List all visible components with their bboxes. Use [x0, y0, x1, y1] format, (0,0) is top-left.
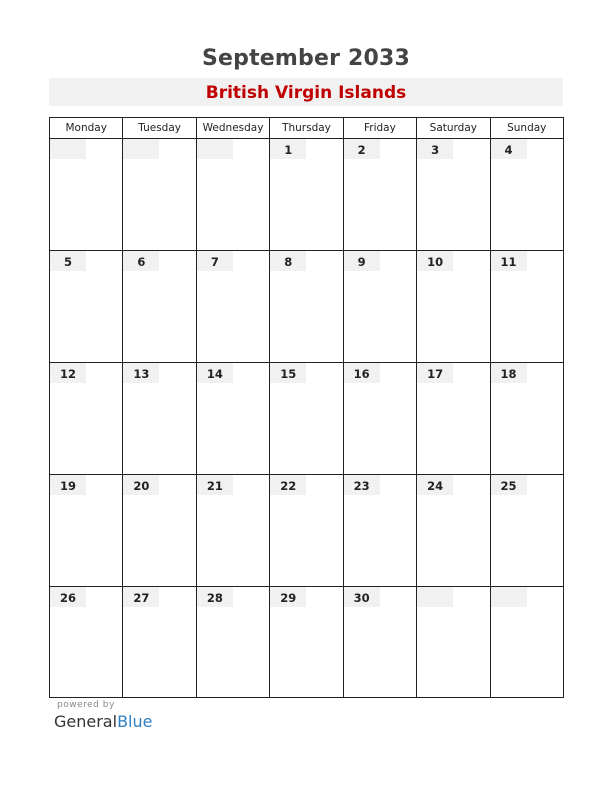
week-row-1	[50, 139, 563, 251]
day-cell	[197, 251, 270, 362]
day-number: 14	[197, 363, 233, 383]
day-number	[417, 587, 453, 607]
weekday-wednesday: Wednesday	[197, 118, 270, 138]
day-number: 5	[50, 251, 86, 271]
week-row-5	[50, 587, 563, 697]
day-cell	[197, 139, 270, 250]
day-cell	[491, 139, 563, 250]
country-subtitle: British Virgin Islands	[49, 78, 563, 106]
logo-word-blue: Blue	[117, 712, 153, 731]
day-number: 10	[417, 251, 453, 271]
day-cell	[344, 251, 417, 362]
day-number: 25	[491, 475, 527, 495]
day-number: 21	[197, 475, 233, 495]
weekday-tuesday: Tuesday	[123, 118, 196, 138]
day-cell	[50, 363, 123, 474]
day-number	[123, 139, 159, 159]
day-cell	[50, 139, 123, 250]
day-number: 17	[417, 363, 453, 383]
day-cell	[417, 475, 490, 586]
day-number: 30	[344, 587, 380, 607]
day-cell	[344, 363, 417, 474]
day-cell	[270, 251, 343, 362]
day-cell	[123, 139, 196, 250]
day-number: 11	[491, 251, 527, 271]
day-cell	[197, 587, 270, 697]
day-cell	[417, 139, 490, 250]
day-number: 6	[123, 251, 159, 271]
day-cell	[270, 475, 343, 586]
weekday-header-row	[50, 118, 563, 139]
generalblue-logo[interactable]	[54, 712, 152, 731]
day-number: 15	[270, 363, 306, 383]
day-cell	[491, 475, 563, 586]
day-number: 29	[270, 587, 306, 607]
day-cell	[491, 363, 563, 474]
day-number: 22	[270, 475, 306, 495]
weekday-thursday: Thursday	[270, 118, 343, 138]
day-cell	[417, 251, 490, 362]
day-cell	[344, 139, 417, 250]
day-number: 4	[491, 139, 527, 159]
day-cell	[197, 363, 270, 474]
day-cell	[50, 587, 123, 697]
day-cell	[417, 587, 490, 697]
day-number: 20	[123, 475, 159, 495]
weekday-friday: Friday	[344, 118, 417, 138]
day-number	[50, 139, 86, 159]
week-row-2	[50, 251, 563, 363]
day-cell	[123, 475, 196, 586]
week-row-4	[50, 475, 563, 587]
day-cell	[344, 475, 417, 586]
day-cell	[123, 251, 196, 362]
day-cell	[197, 475, 270, 586]
weekday-saturday: Saturday	[417, 118, 490, 138]
day-number: 27	[123, 587, 159, 607]
day-number	[197, 139, 233, 159]
day-cell	[417, 363, 490, 474]
calendar-grid	[49, 117, 564, 698]
day-number: 8	[270, 251, 306, 271]
day-cell	[270, 587, 343, 697]
powered-by-text: powered by	[57, 700, 115, 710]
day-cell	[491, 587, 563, 697]
week-row-3	[50, 363, 563, 475]
page-title: September 2033	[201, 46, 411, 71]
day-cell	[123, 587, 196, 697]
day-cell	[270, 363, 343, 474]
day-number: 23	[344, 475, 380, 495]
weekday-monday: Monday	[50, 118, 123, 138]
day-number: 26	[50, 587, 86, 607]
day-cell	[50, 251, 123, 362]
logo-word-general: General	[54, 712, 118, 731]
day-cell	[123, 363, 196, 474]
day-number: 24	[417, 475, 453, 495]
day-cell	[270, 139, 343, 250]
day-number: 9	[344, 251, 380, 271]
day-number: 7	[197, 251, 233, 271]
day-number: 1	[270, 139, 306, 159]
day-cell	[491, 251, 563, 362]
day-number: 3	[417, 139, 453, 159]
weekday-sunday: Sunday	[507, 122, 547, 134]
day-number	[491, 587, 527, 607]
day-number: 18	[491, 363, 527, 383]
day-cell	[344, 587, 417, 697]
day-number: 2	[344, 139, 380, 159]
day-number: 28	[197, 587, 233, 607]
day-number: 13	[123, 363, 159, 383]
day-cell	[50, 475, 123, 586]
day-number: 12	[50, 363, 86, 383]
day-number: 16	[344, 363, 380, 383]
day-number: 19	[50, 475, 86, 495]
